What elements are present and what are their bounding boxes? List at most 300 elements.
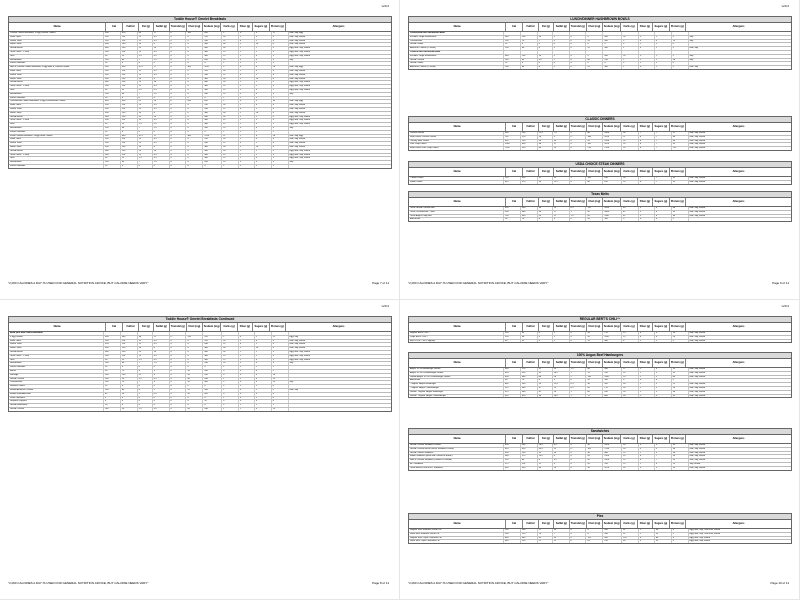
value-cell: 25 xyxy=(585,66,602,69)
value-cell: 0 xyxy=(169,385,186,388)
column-header: Sugars (g) xyxy=(652,168,668,176)
value-cell: 9 xyxy=(671,537,688,540)
table-body xyxy=(408,207,792,222)
value-cell: 110 xyxy=(120,74,137,77)
value-cell: 0 xyxy=(152,397,169,400)
value-cell: 2 xyxy=(238,347,254,350)
value-cell: 0 xyxy=(169,157,186,160)
item-name-cell: Grits xyxy=(10,54,15,57)
value-cell xyxy=(520,51,537,54)
item-name-cell: Grilled Chicken Sandwich Deluxe xyxy=(410,444,441,446)
column-header: Protein (g) xyxy=(669,168,685,176)
value-cell: 5 xyxy=(654,383,671,386)
column-header: Name xyxy=(453,521,461,525)
value-cell: 1 xyxy=(569,211,586,214)
value-cell: 17 xyxy=(552,211,569,214)
value-cell: 0 xyxy=(569,332,586,335)
value-cell: 490 xyxy=(602,36,621,39)
value-cell: 0 xyxy=(185,119,202,122)
value-cell: 15 xyxy=(271,381,288,384)
value-cell: 22 xyxy=(221,108,238,111)
table-body xyxy=(408,368,792,398)
value-cell: 1 xyxy=(552,59,569,62)
value-cell: 0 xyxy=(169,389,186,392)
value-cell: 790 xyxy=(602,372,621,375)
item-name-cell: Texas Toast - 1 Slice xyxy=(10,354,30,357)
value-cell: 380 xyxy=(503,55,520,58)
column-header: FatCal xyxy=(522,198,538,206)
value-cell: Milk, Soy, Wheat xyxy=(688,140,791,143)
table-row xyxy=(9,46,391,50)
value-cell: 370 xyxy=(202,104,221,107)
value-cell: 7 xyxy=(137,59,152,62)
nutrition-table xyxy=(408,352,792,398)
item-name-cell: Hashbrowns xyxy=(10,92,22,95)
value-cell: 450 xyxy=(120,100,137,103)
value-cell: 15 xyxy=(503,62,520,65)
value-cell: 5 xyxy=(638,55,654,58)
value-cell: 1 xyxy=(271,366,288,369)
value-cell: 2.5 xyxy=(152,93,169,96)
value-cell: 10 xyxy=(671,452,688,455)
table-row xyxy=(9,69,391,73)
value-cell: Milk, Soy, Wheat xyxy=(288,74,391,77)
value-cell: 2040 xyxy=(602,207,621,210)
value-cell: 12 xyxy=(152,336,169,339)
value-cell xyxy=(520,32,537,35)
column-header: Cal xyxy=(505,323,521,331)
value-cell: 8 xyxy=(638,181,654,184)
calorie-footnote: "2,000 CALORIES A DAY IS USED FOR GENERAL NUTRITION ADVICE, BUT CALORIE NEEDS VARY" xyxy=(8,281,149,285)
value-cell: 1 xyxy=(621,66,638,69)
item-name-cell: BLT Sandwich xyxy=(410,462,424,465)
value-cell: 0 xyxy=(254,359,271,362)
column-header: Sugars (g) xyxy=(252,23,268,31)
column-header: Name xyxy=(453,360,461,364)
value-cell: Milk, Soy, Wheat xyxy=(688,177,791,180)
table-row xyxy=(409,466,791,470)
value-cell: 1 xyxy=(238,135,254,138)
value-cell: 10 xyxy=(103,97,120,100)
value-cell: 2.5 xyxy=(137,55,152,58)
value-cell: 35 xyxy=(520,340,537,343)
value-cell: 27 xyxy=(537,529,552,532)
item-name-cell: Grilled Onions xyxy=(410,62,424,65)
value-cell: 0 xyxy=(169,47,186,50)
value-cell: Milk, Soy xyxy=(688,47,791,50)
value-cell: 0 xyxy=(185,150,202,153)
value-cell: 0 xyxy=(238,100,254,103)
value-cell: Egg, Milk, Soy, Wheat xyxy=(688,537,791,540)
item-name-cell: Grilled Biscuit xyxy=(10,350,23,353)
value-cell: 0 xyxy=(169,146,186,149)
value-cell: 240 xyxy=(520,529,537,532)
value-cell: 17 xyxy=(152,32,169,35)
value-cell: 15 xyxy=(221,157,238,160)
value-cell: 2 xyxy=(638,368,654,371)
nutrition-table xyxy=(408,161,792,185)
value-cell: Soy xyxy=(688,59,791,62)
value-cell xyxy=(552,32,569,35)
column-header: Transfat (g) xyxy=(569,123,585,131)
value-cell: 0 xyxy=(169,355,186,358)
value-cell xyxy=(638,51,654,54)
value-cell: 32 xyxy=(537,452,552,455)
value-cell: 55 xyxy=(621,181,638,184)
column-header: Satfat (g) xyxy=(553,198,569,206)
value-cell: 130 xyxy=(120,347,137,350)
column-header: Name xyxy=(53,24,61,28)
table-body xyxy=(408,132,792,151)
column-header: Fat (g) xyxy=(538,520,552,528)
value-cell: 11.5 xyxy=(552,181,569,184)
value-cell: 25 xyxy=(120,55,137,58)
value-cell: 4 xyxy=(271,40,288,43)
version-label: v20.2 xyxy=(381,4,389,8)
table-row xyxy=(9,377,391,381)
value-cell: Milk, Soy, Wheat xyxy=(288,347,391,350)
value-cell: 45 xyxy=(103,393,120,396)
value-cell: Milk, Soy, Wheat xyxy=(688,391,791,394)
value-cell: 15 xyxy=(671,40,688,43)
item-name-cell: Smoked Onions xyxy=(10,385,25,388)
value-cell: 0 xyxy=(254,123,271,126)
value-cell: 7 xyxy=(638,177,654,180)
value-cell: 0 xyxy=(185,81,202,84)
section-title: 100% Angus Beef Hamburgers xyxy=(408,352,792,359)
value-cell: Egg, Milk, Soy, Wheat xyxy=(288,85,391,88)
column-header: Allergens xyxy=(685,198,791,206)
value-cell: 2 xyxy=(638,463,654,466)
item-name-cell: Double Angus 1/4 LB Cheeseburger Deluxe xyxy=(410,375,451,378)
value-cell: 0 xyxy=(169,81,186,84)
value-cell: 29 xyxy=(621,372,638,375)
value-cell: 4.5 xyxy=(152,154,169,157)
value-cell: 4 xyxy=(271,108,288,111)
value-cell: Milk, Soy, Wheat xyxy=(688,444,791,447)
value-cell: 6 xyxy=(152,146,169,149)
value-cell: 56 xyxy=(621,177,638,180)
value-cell: 1 xyxy=(254,404,271,407)
value-cell: 4 xyxy=(254,36,271,39)
column-header: Sugars (g) xyxy=(652,198,668,206)
item-name-cell: Grilled Biscuit xyxy=(10,115,23,118)
value-cell: 240 xyxy=(202,127,221,130)
value-cell: 7 xyxy=(137,127,152,130)
value-cell: 1065 xyxy=(503,143,520,146)
value-cell: 38 xyxy=(221,146,238,149)
value-cell: Egg, Milk, Soy, Wheat xyxy=(288,119,391,122)
table-header xyxy=(408,323,792,332)
value-cell: 14 xyxy=(152,116,169,119)
value-cell: 20 xyxy=(185,370,202,373)
value-cell: 14 xyxy=(552,452,569,455)
value-cell: 42 xyxy=(671,177,688,180)
value-cell: 4 xyxy=(238,74,254,77)
item-name-cell: Raisin Toast xyxy=(10,77,22,80)
value-cell: 3 xyxy=(152,370,169,373)
value-cell: 4.5 xyxy=(152,355,169,358)
value-cell: 5 xyxy=(271,150,288,153)
value-cell: 70 xyxy=(120,370,137,373)
value-cell: 5 xyxy=(271,351,288,354)
value-cell: 25 xyxy=(120,89,137,92)
value-cell: 6 xyxy=(271,78,288,81)
value-cell: 2 xyxy=(552,332,569,335)
value-cell: Milk, Soy, Wheat xyxy=(288,70,391,73)
value-cell: 0 xyxy=(169,43,186,46)
table-row xyxy=(9,388,391,392)
column-header: Cal xyxy=(105,23,121,31)
column-header: Fat (g) xyxy=(538,359,552,367)
column-header: Satfat (g) xyxy=(553,359,569,367)
value-cell: 4.5 xyxy=(152,51,169,54)
value-cell: 0 xyxy=(185,36,202,39)
value-cell: 19 xyxy=(221,119,238,122)
value-cell: 14 xyxy=(552,529,569,532)
value-cell xyxy=(288,374,391,377)
value-cell: 55 xyxy=(585,40,602,43)
value-cell: 880 xyxy=(503,537,520,540)
value-cell: Milk, Soy, Wheat xyxy=(288,36,391,39)
item-name-cell: Texas Toast - 1 Slice xyxy=(10,85,30,88)
value-cell: 4 xyxy=(271,343,288,346)
value-cell: 1 xyxy=(238,104,254,107)
value-cell: 6 xyxy=(152,43,169,46)
value-cell: 230 xyxy=(103,374,120,377)
item-name-cell: Wheat Toast xyxy=(10,107,22,110)
value-cell: 30 xyxy=(621,387,638,390)
value-cell: 0 xyxy=(221,370,238,373)
column-header: Transfat (g) xyxy=(569,359,585,367)
value-cell: 1 xyxy=(238,85,254,88)
value-cell: 6 xyxy=(271,43,288,46)
section-title: CLASSIC DINNERS xyxy=(408,116,792,123)
value-cell: 4 xyxy=(271,36,288,39)
value-cell: 3 xyxy=(238,59,254,62)
column-header: Sodium (mg) xyxy=(602,359,620,367)
value-cell: 390 xyxy=(520,467,537,470)
value-cell: 12 xyxy=(137,108,152,111)
value-cell: 6 xyxy=(654,336,671,339)
value-cell: 0 xyxy=(169,116,186,119)
item-name-cell: Texas Cheesesteak™ Melt xyxy=(410,210,435,213)
value-cell: 0 xyxy=(169,374,186,377)
value-cell: 1 xyxy=(621,47,638,50)
value-cell: Milk, Soy, Wheat xyxy=(288,108,391,111)
column-header: Allergens xyxy=(685,323,791,331)
value-cell: 520 xyxy=(503,529,520,532)
value-cell: Milk, Soy, Wheat xyxy=(688,448,791,451)
value-cell: 4 xyxy=(654,368,671,371)
column-header: Transfat (g) xyxy=(569,435,585,443)
value-cell: 12 xyxy=(137,51,152,54)
value-cell: 50 xyxy=(537,215,552,218)
value-cell: 80 xyxy=(520,66,537,69)
value-cell: 635 xyxy=(503,140,520,143)
value-cell: 4.5 xyxy=(152,119,169,122)
column-header: Chol (mg) xyxy=(586,359,602,367)
value-cell: 5 xyxy=(654,444,671,447)
value-cell: 0 xyxy=(569,47,586,50)
value-cell: 0 xyxy=(569,136,586,139)
value-cell: 5 xyxy=(671,340,688,343)
value-cell: 0 xyxy=(169,32,186,35)
value-cell: 240 xyxy=(202,161,221,164)
value-cell: 80 xyxy=(520,336,537,339)
value-cell: 0 xyxy=(569,463,586,466)
value-cell: 625 xyxy=(503,395,520,398)
value-cell: Milk, Soy, Wheat xyxy=(688,395,791,398)
value-cell: 6 xyxy=(654,215,671,218)
column-header: Transfat (g) xyxy=(569,23,585,31)
value-cell: 4 xyxy=(552,463,569,466)
value-cell: 300 xyxy=(202,51,221,54)
value-cell: 240 xyxy=(202,59,221,62)
value-cell: 0 xyxy=(621,218,638,221)
value-cell: 2.5 xyxy=(137,408,152,411)
table-row xyxy=(409,54,791,58)
value-cell: 0 xyxy=(185,78,202,81)
item-name-cell: American Cheese (2 Slices) xyxy=(410,47,436,50)
value-cell xyxy=(254,332,271,335)
value-cell: 25 xyxy=(137,150,152,153)
item-name-cell: Sliced Tomatoes xyxy=(10,164,26,167)
item-name-cell: Angus 1/4 LB Hamburger Deluxe xyxy=(410,368,441,370)
value-cell: 50 xyxy=(585,467,602,470)
value-cell: 1.5 xyxy=(569,368,586,371)
value-cell xyxy=(688,32,791,35)
value-cell: 0 xyxy=(169,119,186,122)
table-row xyxy=(409,386,791,390)
value-cell: 1 xyxy=(238,62,254,65)
section-title: USDA CHOICE STEAK DINNERS xyxy=(408,161,792,168)
table-row xyxy=(9,145,391,149)
value-cell: 330 xyxy=(202,108,221,111)
value-cell: 64 xyxy=(654,537,671,540)
value-cell: 300 xyxy=(202,119,221,122)
value-cell: 2 xyxy=(671,533,688,536)
value-cell: 4.5 xyxy=(152,142,169,145)
value-cell: 40 xyxy=(537,211,552,214)
value-cell: 1 xyxy=(238,355,254,358)
value-cell: 0 xyxy=(137,62,152,65)
value-cell: 900 xyxy=(202,150,221,153)
value-cell: 1 xyxy=(221,389,238,392)
value-cell: 0 xyxy=(185,165,202,168)
value-cell: 0 xyxy=(585,529,602,532)
value-cell: 0 xyxy=(552,43,569,46)
value-cell: 500 xyxy=(602,66,621,69)
value-cell: 0 xyxy=(185,142,202,145)
column-header: Fat (g) xyxy=(538,123,552,131)
value-cell: 42 xyxy=(537,391,552,394)
value-cell: Milk, Soy, Wheat xyxy=(688,459,791,462)
value-cell: 3 xyxy=(271,362,288,365)
column-header: Chol (mg) xyxy=(586,435,602,443)
value-cell: 0 xyxy=(152,165,169,168)
value-cell: 60 xyxy=(120,161,137,164)
column-header: Cal xyxy=(505,520,521,528)
value-cell: 7 xyxy=(137,381,152,384)
value-cell: 60 xyxy=(585,391,602,394)
value-cell: 0 xyxy=(271,385,288,388)
value-cell: 0 xyxy=(169,347,186,350)
value-cell: 230 xyxy=(120,81,137,84)
value-cell: 3 xyxy=(221,404,238,407)
column-header: Sodium (mg) xyxy=(202,23,220,31)
section-title: REGULAR BERT'S CHILI™ xyxy=(408,316,792,323)
value-cell: 0 xyxy=(202,97,221,100)
value-cell: 980 xyxy=(602,452,621,455)
value-cell: 0 xyxy=(103,400,120,403)
value-cell: 32 xyxy=(621,533,638,536)
value-cell: 140 xyxy=(103,378,120,381)
column-header: Allergens xyxy=(685,520,791,528)
value-cell: 19 xyxy=(221,51,238,54)
value-cell: 0 xyxy=(185,97,202,100)
value-cell: 0 xyxy=(169,123,186,126)
value-cell xyxy=(585,51,602,54)
value-cell: Milk, Soy, Wheat xyxy=(688,136,791,139)
column-header: Carbs (g) xyxy=(620,123,636,131)
item-name-cell: Regular Bert's Chili™ xyxy=(410,332,430,334)
value-cell: 30 xyxy=(621,395,638,398)
value-cell: Soy xyxy=(288,362,391,365)
value-cell: 8 xyxy=(137,370,152,373)
value-cell: 200 xyxy=(520,383,537,386)
value-cell: 90 xyxy=(503,379,520,382)
table-header xyxy=(8,323,392,332)
value-cell: 1 xyxy=(238,340,254,343)
value-cell: 29 xyxy=(221,93,238,96)
value-cell: 0 xyxy=(120,404,137,407)
value-cell: 1860 xyxy=(602,211,621,214)
value-cell: 1 xyxy=(638,62,654,65)
value-cell: 5 xyxy=(271,47,288,50)
value-cell: 690 xyxy=(503,207,520,210)
value-cell: 38 xyxy=(671,448,688,451)
value-cell: 2 xyxy=(254,51,271,54)
value-cell: 200 xyxy=(103,119,120,122)
value-cell: 0 xyxy=(254,89,271,92)
value-cell: 0 xyxy=(169,85,186,88)
value-cell: 1.5 xyxy=(569,215,586,218)
value-cell xyxy=(503,32,520,35)
value-cell: 230 xyxy=(103,108,120,111)
value-cell: 110 xyxy=(120,40,137,43)
value-cell: 445 xyxy=(185,100,202,103)
value-cell: 16 xyxy=(254,146,271,149)
value-cell: 12 xyxy=(137,74,152,77)
value-cell: 350 xyxy=(602,379,621,382)
value-cell: 0 xyxy=(185,138,202,141)
value-cell: 29 xyxy=(271,408,288,411)
table-row xyxy=(9,73,391,77)
value-cell: 0 xyxy=(602,43,621,46)
value-cell: 4.5 xyxy=(152,108,169,111)
table-row xyxy=(409,371,791,375)
value-cell: 3 xyxy=(552,218,569,221)
value-cell: 48 xyxy=(671,207,688,210)
item-name-cell: Hashbrowns xyxy=(10,161,22,164)
value-cell: 230 xyxy=(103,40,120,43)
column-header: Cal xyxy=(505,23,521,31)
section-title: Sandwiches xyxy=(408,428,792,435)
value-cell: 380 xyxy=(520,537,537,540)
table-row xyxy=(9,58,391,62)
item-name-cell: Texas Toast - 1 Slice xyxy=(10,153,30,156)
